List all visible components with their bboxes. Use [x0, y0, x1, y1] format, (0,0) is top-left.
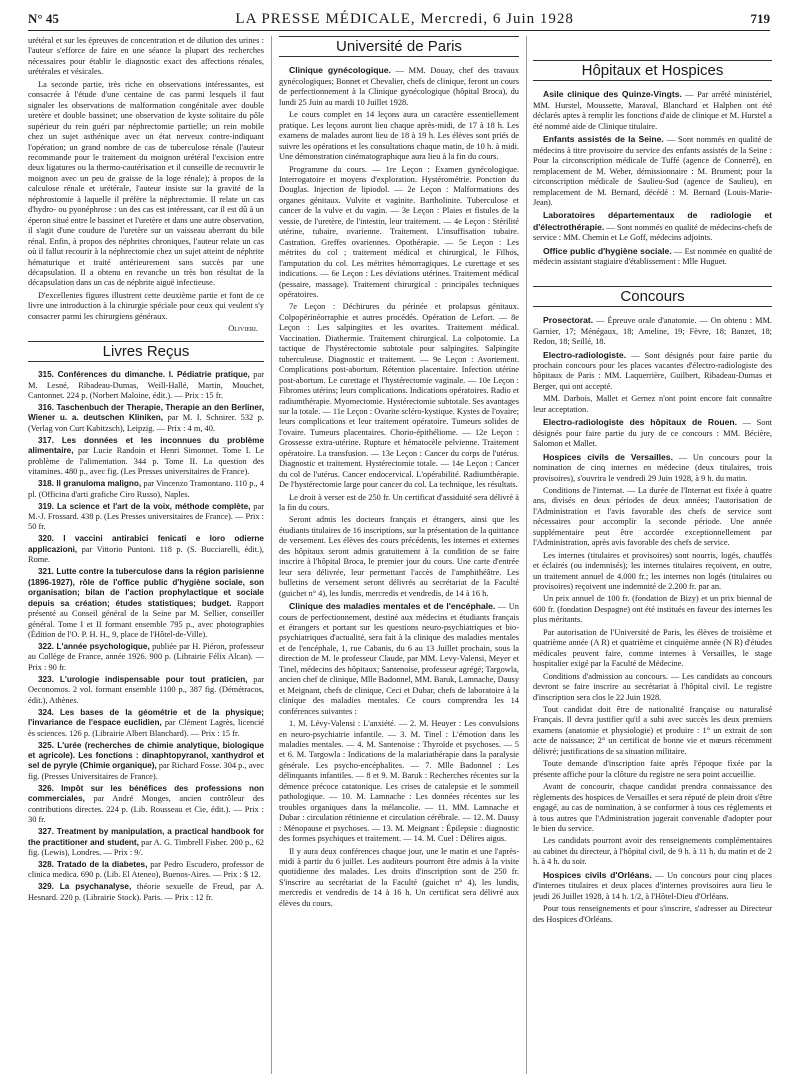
paragraph: urétéral et sur les épreuves de concentration et de dilution des urines : l'auteur s'efforce de faire en une séance la plupart des recherches nécessaires pour établir le diagnostic exact des affections rénales, urétérales et vésicales.: [28, 36, 264, 77]
book-title: 317. Les données et les inconnues du problème alimentaire,: [28, 435, 264, 456]
book-entry: [28, 370, 264, 401]
book-entry: [28, 784, 264, 826]
paragraph: [533, 705, 772, 757]
paragraph-text: Le droit à verser est de 250 fr. Un certificat d'assiduité sera délivré à la fin du cours.: [279, 492, 519, 513]
paragraph-heading: Office public d'hygiène sociale.: [543, 245, 672, 256]
section-title-universite: Université de Paris: [279, 36, 519, 57]
concours-text: [533, 315, 772, 925]
paragraph-heading: Clinique des maladies mentales et de l'encéphale.: [289, 601, 496, 612]
paragraph: La seconde partie, très riche en observations intéressantes, est consacrée à l'étude d'une centaine de cas parmi lesquels il faut signaler les observations de malformation congénitale avec double uretère et double bassinet; une observation de kyste solitaire du pôle supérieur du rein guéri par néphrectomie partielle; un rein mobile chez un sujet asthénique avec un état nerveux contre-indiquant l'opération; un grand nombre de cas de tuberculose rénale (l'auteur recommande pour le traitement du moignon urétéral l'excision entre deux ligatures ou la thermo-cautérisation et il conseille de recouvrir le moignon avec un peu de graisse de la loge rénale); à propos de la calculose rénale et urétérale, l'auteur insiste sur la gravité de la néphrostomie à laquelle il préfère la néphrectomie. Il relate un cas d'hydro- ou pyonéphrose : un des cas est intéressant, car il est dû à un éperon situé entre le bassinet et l'uretère et dans une autre observation, il s'agit d'une coudure de l'uretère sur un vaisseau aberrant du bile rénal. Enfin, à propos des néphrites chroniques, l'auteur relate un cas où il fallut recourir à la néphrectomie chez un sujet atteint de néphrite hématurique et traité antérieurement sans succès par une décapsulation. Il a obtenu en revanche un très bon résultat de la décapsulation dans un cas de néphrite aiguë infectieuse.: [28, 79, 264, 288]
paragraph: [533, 246, 772, 268]
book-entry: [28, 502, 264, 533]
review-text: [28, 36, 264, 322]
paragraph: [533, 394, 772, 415]
journal-title: LA PRESSE MÉDICALE, Mercredi, 6 Juin 1928: [235, 10, 574, 27]
paragraph: [279, 847, 519, 910]
book-details: par M.-J. Frossard. 438 p. (Les Presses universitaires de France). — Prix : 50 fr.: [28, 501, 264, 532]
paragraph-text: — Un concours pour la nomination de cinq internes en médecine (deux titulaires, trois provisoires), s'ouvrira le vendredi 29 Juin 1928, à 9 h. du matin.: [533, 452, 772, 483]
paragraph-heading: Enfants assistés de la Seine.: [543, 134, 664, 145]
book-entry: [28, 827, 264, 858]
review-signature: Olivieri.: [228, 324, 258, 334]
column-2: [279, 36, 519, 1074]
paragraph-text: Un prix annuel de 100 fr. (fondation de Bizy) et un prix biennal de 600 fr. (fondation Despagne) ont été institués en faveur des internes les plus méritants.: [533, 594, 772, 625]
paragraph: [533, 836, 772, 867]
book-title: 322. L'année psychologique,: [38, 641, 150, 651]
paragraph-text: — Sont désignés pour faire partie du prochain concours pour les places vacantes d'électro-radiologiste des hôpitaux de Paris : MM. Laquerrière, Guilbert, Ribadeau-Dumas et Berger, qui ont accepté.: [533, 350, 772, 391]
book-details: par Vincenzo Tramontano. 110 p., 4 pl. (Officina d'arti grafiche Ciro Russo), Naples.: [28, 479, 264, 499]
issue-number: N° 45: [28, 11, 59, 26]
book-details: par A. G. Timbrell Fisher. 200 p., 62 fig. (Lewis), Londres. — Prix : 9/.: [28, 837, 264, 858]
book-entry: [28, 675, 264, 706]
paragraph-heading: Electro-radiologiste des hôpitaux de Rouen.: [543, 417, 738, 428]
paragraph-text: Le cours complet en 14 leçons aura un caractère essentiellement pratique. Les leçons auront lieu chaque après-midi, de 17 à 18 h. Les examens de malades auront lieu de 18 à 19 h. Les élèves sont priés de suivre les opérations et les consultations chaque matin, de 10 h. à midi. Une démonstration cinématographique aura lieu à la fin du cours.: [279, 110, 519, 162]
book-entry: [28, 882, 264, 903]
paragraph: [533, 551, 772, 593]
paragraph: [533, 417, 772, 449]
paragraph-text: Toute demande d'inscription faite après l'époque fixée par la présente affiche pour la clôture du registre ne sera point accueillie.: [533, 759, 772, 779]
book-details: par André Monges, ancien contrôleur des contributions directes. 224 p. (Lib. Rousseau et Cie, édit.). — Prix : 30 fr.: [28, 794, 264, 825]
book-entry: [28, 741, 264, 783]
paragraph: [533, 628, 772, 670]
book-title: 316. Taschenbuch der Therapie, Therapie an den Berliner, Wiener u. a. deutschen Kliniken,: [28, 403, 264, 423]
book-title: 326. Impôt sur les bénéfices des professions non commerciales,: [28, 783, 264, 804]
paragraph-heading: Prosectorat.: [543, 315, 594, 326]
paragraph: [279, 110, 519, 162]
book-title: 318. Il granuloma maligno,: [38, 479, 142, 489]
paragraph: [533, 870, 772, 902]
page-number: 719: [750, 11, 770, 26]
paragraph: [533, 89, 772, 132]
book-entry: [28, 567, 264, 640]
hopitaux-text: [533, 89, 772, 267]
book-title: 327. Treatment by manipulation, a practical handbook for the practitioner and student,: [28, 827, 264, 847]
book-entry: [28, 534, 264, 565]
paragraph: [533, 350, 772, 393]
column-rule: [271, 36, 272, 1074]
paragraph-text: Avant de concourir, chaque candidat prendra connaissance des règlements des hospices de Versailles et sera réputé de plein droit s'être engagé, au cas de nomination, à se conformer à tous ces règlements et à tous autres que l'Administration jugerait convenable d'adopter pour le bien du service.: [533, 782, 772, 833]
paragraph: [279, 493, 519, 514]
paragraph: [533, 210, 772, 243]
book-entry: [28, 403, 264, 434]
section-title-concours: Concours: [533, 286, 772, 307]
paragraph-text: Les candidats pourront avoir des renseignements complémentaires au cabinet du directeur, à l'hôpital civil, de 9 h. à 11 h. du matin et de 2 h. à 4 h. du soir.: [533, 836, 772, 867]
paragraph-text: Programme du cours. — 1re Leçon : Examen gynécologique. Interrogatoire et moyens d'exploration. Hystérométrie. Ponction du Douglas. Injection de lipiodol. — 2e Leçon : Malformations des organes génitaux. Vulvite et vaginite. Bartholinite. Tuberculose et cancer de la vulve et du vagin. — 3e Leçon : Plaies et fistules de la vessie, de l'uretère, de l'intestin, leur traitement. — 4e Leçon : Stérilité utérine, tubaire, ovarienne. Traitement. L'insuffisation tubaire. Castration. Greffes ovariennes. Opothérapie. — 5e Leçon : Les métrites du col ; traitement médical et chirurgical, le Filhos, l'amputation du col. Les métrites hémorragiques. Le curettage et ses indications. — 6e Leçon : Les déviations utérines. Traitement médical (pessaire, massage). Traitement chirurgical : principales techniques opératoires.: [279, 164, 519, 299]
paragraph-text: — MM. Douay, chef des travaux gynécologiques; Bonnet et Chevalier, chefs de clinique, feront un cours de perfectionnement à la Clinique gynécologique (hôpital Broca), du lundi 25 Juin au mardi 10 Juillet 1928.: [279, 66, 519, 107]
book-details: par Oeconomos. 2 vol. formant ensemble 1100 p., 387 fig. (Démétracos, édit.), Athènes.: [28, 674, 264, 705]
paragraph-heading: Clinique gynécologique.: [289, 65, 391, 76]
page-header: [28, 8, 770, 31]
section-title-livres: Livres Reçus: [28, 341, 264, 362]
paragraph: [533, 782, 772, 834]
paragraph-text: — Un concours pour cinq places d'internes titulaires et deux places d'internes provisoires aura lieu le jeudi 26 Juillet 1928, à 14 h. 1/2, à l'Hôtel-Dieu d'Orléans.: [533, 870, 772, 901]
book-entry: [28, 708, 264, 739]
book-title: 328. Tratado de la diabetes,: [38, 860, 148, 870]
book-details: par Lucie Randoin et Henri Simonnet. Tome I. Le problème de l'alimentation. 344 p. Tome II. La question des vitamines. 480 p., avec fig. (Les Presses universitaires de France).: [28, 446, 264, 477]
book-details: Rapport présenté au Conseil général de la Seine par M. Sellier, conseiller général. Tome I et II formant ensemble 795 p., avec photographies (Édition de l'O. P. H. H., 9, place de l'Hôtel-de-Ville).: [28, 598, 264, 640]
book-entry: [28, 860, 264, 881]
paragraph-text: 7e Leçon : Déchirures du périnée et prolapsus génitaux. Colpopérinéorraphie et autres procédés. Opération de Lefort. — 8e Leçon : Les salpingites et les ovarites. Traitement médical. Vaccination. Diathermie. Traitement chirurgical. La colpotomie. La tactique de l'hystérectomie subtotale pour salpingites. Salpingite tuberculeuse. Diagnostic et traitement. — 9e Leçon : Avortement. Complications post-abortum. Rétention placentaire. Infection utérine post-abortum. Le curettage et l'hystérectomie vaginale. — 10e Leçon : Fibromes utérins; leurs complications. Indications opératoires. Radio et radiumthérapie. Myomectomie. Hystérectomie subtotale. Ses avantages sur la totale. — 11e Leçon : Ovarite scléro-kystique. Kystes de l'ovaire; leurs complications et leur traitement opératoire. Tumeurs solides de l'ovaire. Tumeurs placentaires. Chorio-épithéliome. — 12e Leçon : Grossesse extra-utérine. Rupture et hématocèle pelvienne. Traitement opératoire. La transfusion. — 13e Leçon : Cancer du corps de l'utérus. Diagnostic et traitement. Hystérectomie totale. — 14e Leçon : Cancer du col de l'utérus. Cancer endocervical. L'opérabilité. Radiumthérapie. De l'hystérectomie large pour cancer du col. La technique, les résultats.: [279, 302, 519, 490]
paragraph-heading: Hospices civils d'Orléans.: [543, 869, 652, 880]
paragraph-text: Tout candidat doit être de nationalité française ou naturalisé Français. Il devra justifier qu'il a subi avec succès les deux premiers examens (anatomie et physiologie) et produire : 1° un extrait de son acte de naissance; 2° un certificat de bonne vie et mœurs récemment délivré; justifications de sa situation militaire.: [533, 705, 772, 756]
book-title: 325. L'urée (recherches de chimie analytique, biologique et agricole). Les fonctions : dinaphtopyranol, xanthydrol et sel de pyryle (Chimie organique),: [28, 740, 264, 771]
book-details: par Richard Fosse. 304 p., avec fig. (Presses Universitaires de France).: [28, 761, 264, 781]
paragraph: [279, 65, 519, 108]
section-title-hopitaux: Hôpitaux et Hospices: [533, 60, 772, 81]
paragraph-text: — Sont désignés pour faire partie du jury de ce concours : MM. Bécière, Salomon et Mallet.: [533, 418, 772, 449]
paragraph-heading: Electro-radiologiste.: [543, 349, 627, 360]
book-details: par M. I. Schnirer. 532 p. (Verlag von Curt Kabitzsch), Leipzig. — Prix : 4 m, 40.: [28, 413, 264, 433]
book-title: 315. Conférences du dimanche. I. Pédiatrie pratique,: [38, 370, 250, 380]
book-details: théorie sexuelle de Freud, par A. Hesnard. 220 p. (Librairie Stock). Paris. — Prix : 12 fr.: [28, 882, 264, 902]
paragraph: [533, 134, 772, 208]
book-details: par M. Lesné, Ribadeau-Dumas, Weill-Hallé, Martin, Mouchet, Cantonnet. 224 p. (Norbert Maloine, édit.). — Prix : 15 fr.: [28, 370, 264, 401]
universite-text: [279, 65, 519, 909]
paragraph: [279, 165, 519, 301]
column-1: [28, 36, 264, 1074]
book-title: 321. Lutte contre la tuberculose dans la région parisienne (1896-1927), rôle de l'office public d'hygiène sociale, son organisation; bilan de l'action prophylactique et sociale depuis sa création; études statistiques; budget.: [28, 567, 264, 608]
paragraph-text: — Un cours de perfectionnement, destiné aux médecins et étudiants français et étrangers et portant sur les questions neuro-psychiatriques et bio-psychiatriques d'actualité, sera fait à la clinique des maladies mentales et de l'encéphale, 1, rue Cabanis, du 6 au 13 Juillet prochain, sous la direction de M. le professeur Claude, par MM. Levy-Valensi, Meyer et Tinel, médecins des hôpitaux; Santenoise, professeur agrégé; Targowla, ancien chef de clinique, Mlle Badonnel, MM. Baruk, Lamnache, Dausy et Meignant, chefs de clinique, Ceci et Dubar, chefs de laboratoire à la clinique des maladies mentales. Ce cours comprendra les 14 conférences suivantes :: [279, 602, 519, 716]
books-list: [28, 370, 264, 903]
book-title: 320. I vaccini antirabici fenicati e loro odierne applicazioni,: [28, 534, 264, 554]
paragraph-text: 1. M. Lévy-Valensi : L'anxiété. — 2. M. Heuyer : Les convulsions en neuro-psychiatrie infantile. — 3. M. Tinel : L'émotion dans les maladies mentales. — 4. M. Santenoise : Thyroïde et psychoses. — 5 et 6. M. Targowla : Indications de la malariathérapie dans la paralysie générale. Les psycho-encéphalites. — 7. Mlle Badonnel : Les délinquants infantiles. — 8 et 9. M. Baruk : Recherches récentes sur la démence précoce catatonique. Les crises de catalepsie et le sommeil pathologique. — 10. M. Lamnache : Les données récentes sur les troubles organiques dans la mélancolie. — 11. MM. Lamnache et Dubar : circulation rétinienne et circulation cérébrale. — 12. M. Dausy : Ménopause et psychoses. — 13. M. Meignant : Épilepsie : diagnostic des formes psychiques et traitement. — 14. M. Cuel : Délires aigus.: [279, 719, 519, 844]
book-details: par Clément Lagrès, licencié ès sciences. 126 p. (Librairie Albert Blanchard). — Prix : 15 fr.: [28, 718, 264, 738]
paragraph-text: — Sont nommés en qualité de médecins-chefs de service : MM. Chemin et Le Goff, médecins adjoints.: [533, 222, 772, 243]
paragraph: [533, 759, 772, 780]
book-title: 319. La science et l'art de la voix, méthode complète,: [38, 501, 251, 511]
paragraph-text: MM. Darbois, Mallet et Gernez n'ont point encore fait connaître leur acceptation.: [533, 394, 772, 414]
book-details: par Pedro Escudero, professor de clinica medica. 690 p. (Lib. El Ateneo), Buenos-Aires. — Prix : $ 12.: [28, 860, 264, 880]
paragraph-text: Conditions d'admission au concours. — Les candidats au concours devront se faire inscrire au secrétariat à l'hôpital civil. Le registre d'inscription sera clos le 22 Juin 1928.: [533, 671, 772, 702]
book-entry: [28, 479, 264, 500]
paragraph: [279, 719, 519, 844]
paragraph-text: Il y aura deux conférences chaque jour, une le matin et une l'après-midi à partir du 6 juillet. Les auditeurs pourront être admis à la visite quotidienne des malades. Les droits d'inscription sont de 250 fr. S'inscrire au secrétariat de la Faculté (guichet n° 4), les lundis, mercredis et vendredis de 14 à 16 h. Un certificat sera délivré aux élèves du cours.: [279, 846, 519, 908]
paragraph: [533, 486, 772, 549]
paragraph-text: — Par arrêté ministériel, MM. Hurstel, Moussette, Maraval, Blanchard et Halphen ont été déclarés aptes à remplir les fonctions d'aide de clinique et M. Hurstel a été nommé aide de Clinique titulaire.: [533, 90, 772, 131]
paragraph-heading: Asile clinique des Quinze-Vingts.: [543, 89, 682, 100]
paragraph-text: Pour tous renseignements et pour s'inscrire, s'adresser au Directeur des Hospices d'Orléans.: [533, 904, 772, 924]
column-rule: [526, 36, 527, 1074]
paragraph-text: Par autorisation de l'Université de Paris, les élèves de troisième et quatrième année (A R) et quatrième et cinquième année (N R) d'études médicales peuvent faire, comme internes à Versailles, le stage hospitalier exigé par la Faculté de Médecine.: [533, 627, 772, 669]
paragraph-heading: Hospices civils de Versailles.: [543, 451, 673, 462]
paragraph-text: — Sont nommés en qualité de médecins à titre provisoire du service des enfants assistés de la Seine : Pour la circonscription médicale de Tuffé (agence de Connerré), en remplacement de M. Weber, démissionnaire : M. Brument; pour la circonscription médicale de Saulieu-Sud (agence de Saulieu), en remplacement de M. Bernard, décédé : M. Bernard (Louis-Marie-Jean).: [533, 135, 772, 207]
paragraph: [533, 594, 772, 625]
paragraph-text: Les internes (titulaires et provisoires) sont nourris, logés, chauffés et éclairés (ou indemnisés); les internes titulaires reçoivent, en outre, un traitement annuel de 4.000 fr.; les internes non logés (titulaires ou provisoires) reçoivent une indemnité de 2.200 fr. par an.: [533, 550, 772, 592]
paragraph: [279, 515, 519, 599]
paragraph-text: Conditions de l'internat. — La durée de l'Internat est fixée à quatre ans, divisés en deux périodes de deux années; l'autorisation de l'Administration et l'avis favorable des chefs de service sont nécessaires pour accomplir la seconde période. Une année supplémentaire peut être accordée exceptionnellement par l'Administration, après avis favorable des chefs de service.: [533, 485, 772, 548]
book-entry: [28, 642, 264, 673]
book-entry: [28, 436, 264, 478]
book-title: 324. Les bases de la géométrie et de la physique; l'invariance de l'espace euclidien,: [28, 707, 264, 728]
paragraph: [533, 904, 772, 925]
paragraph: [279, 601, 519, 717]
book-details: publiée par H. Piéron, professeur au Collège de France, année 1926. 900 p. (Librairie Félix Alcan). — Prix : 90 fr.: [28, 641, 264, 672]
paragraph-text: — Est nommée en qualité de médecin assistant stagiaire d'établissement : Mlle Huguet.: [533, 246, 772, 267]
paragraph: [279, 302, 519, 490]
paragraph: [533, 672, 772, 703]
paragraph: [533, 452, 772, 484]
paragraph-text: — Épreuve orale d'anatomie. — On obtenu : MM. Garnier, 17; Ménégaux, 18; Ameline, 19; Fèvre, 18; Banzet, 18; Redon, 18; Seillé, 18.: [533, 316, 772, 347]
book-details: par Vittorio Puntoni. 118 p. (S. Bucciarelli, édit.), Rome.: [28, 544, 264, 565]
paragraph: [533, 315, 772, 347]
book-title: 329. La psychanalyse,: [38, 882, 132, 892]
book-title: 323. L'urologie indispensable pour tout praticien,: [38, 674, 248, 684]
column-3: [533, 36, 772, 1074]
paragraph: D'excellentes figures illustrent cette deuxième partie et font de ce livre une introduction à la chirurgie spéciale pour ceux qui veulent s'y consacrer parmi les chirurgiens généraux.: [28, 290, 264, 321]
paragraph-text: Seront admis les docteurs français et étrangers, ainsi que les étudiants titulaires de 16 inscriptions, sur la présentation de la quittance de versement. Les élèves des cours précédents, les internes et externes des hôpitaux seront admis gratuitement à la condition de se faire inscrire à l'hôpital Broca, le premier jour du cours. Une carte d'entrée leur sera délivrée, leur permettant l'accès de l'amphithéâtre. Les bulletins de versement seront délivrés au secrétariat de la Faculté (guichet n° 4), les lundis, mercredis et vendredis, de 14 à 16 h.: [279, 515, 519, 598]
paragraph-heading: Laboratoires départementaux de radiologie et d'électrothérapie.: [533, 210, 772, 232]
